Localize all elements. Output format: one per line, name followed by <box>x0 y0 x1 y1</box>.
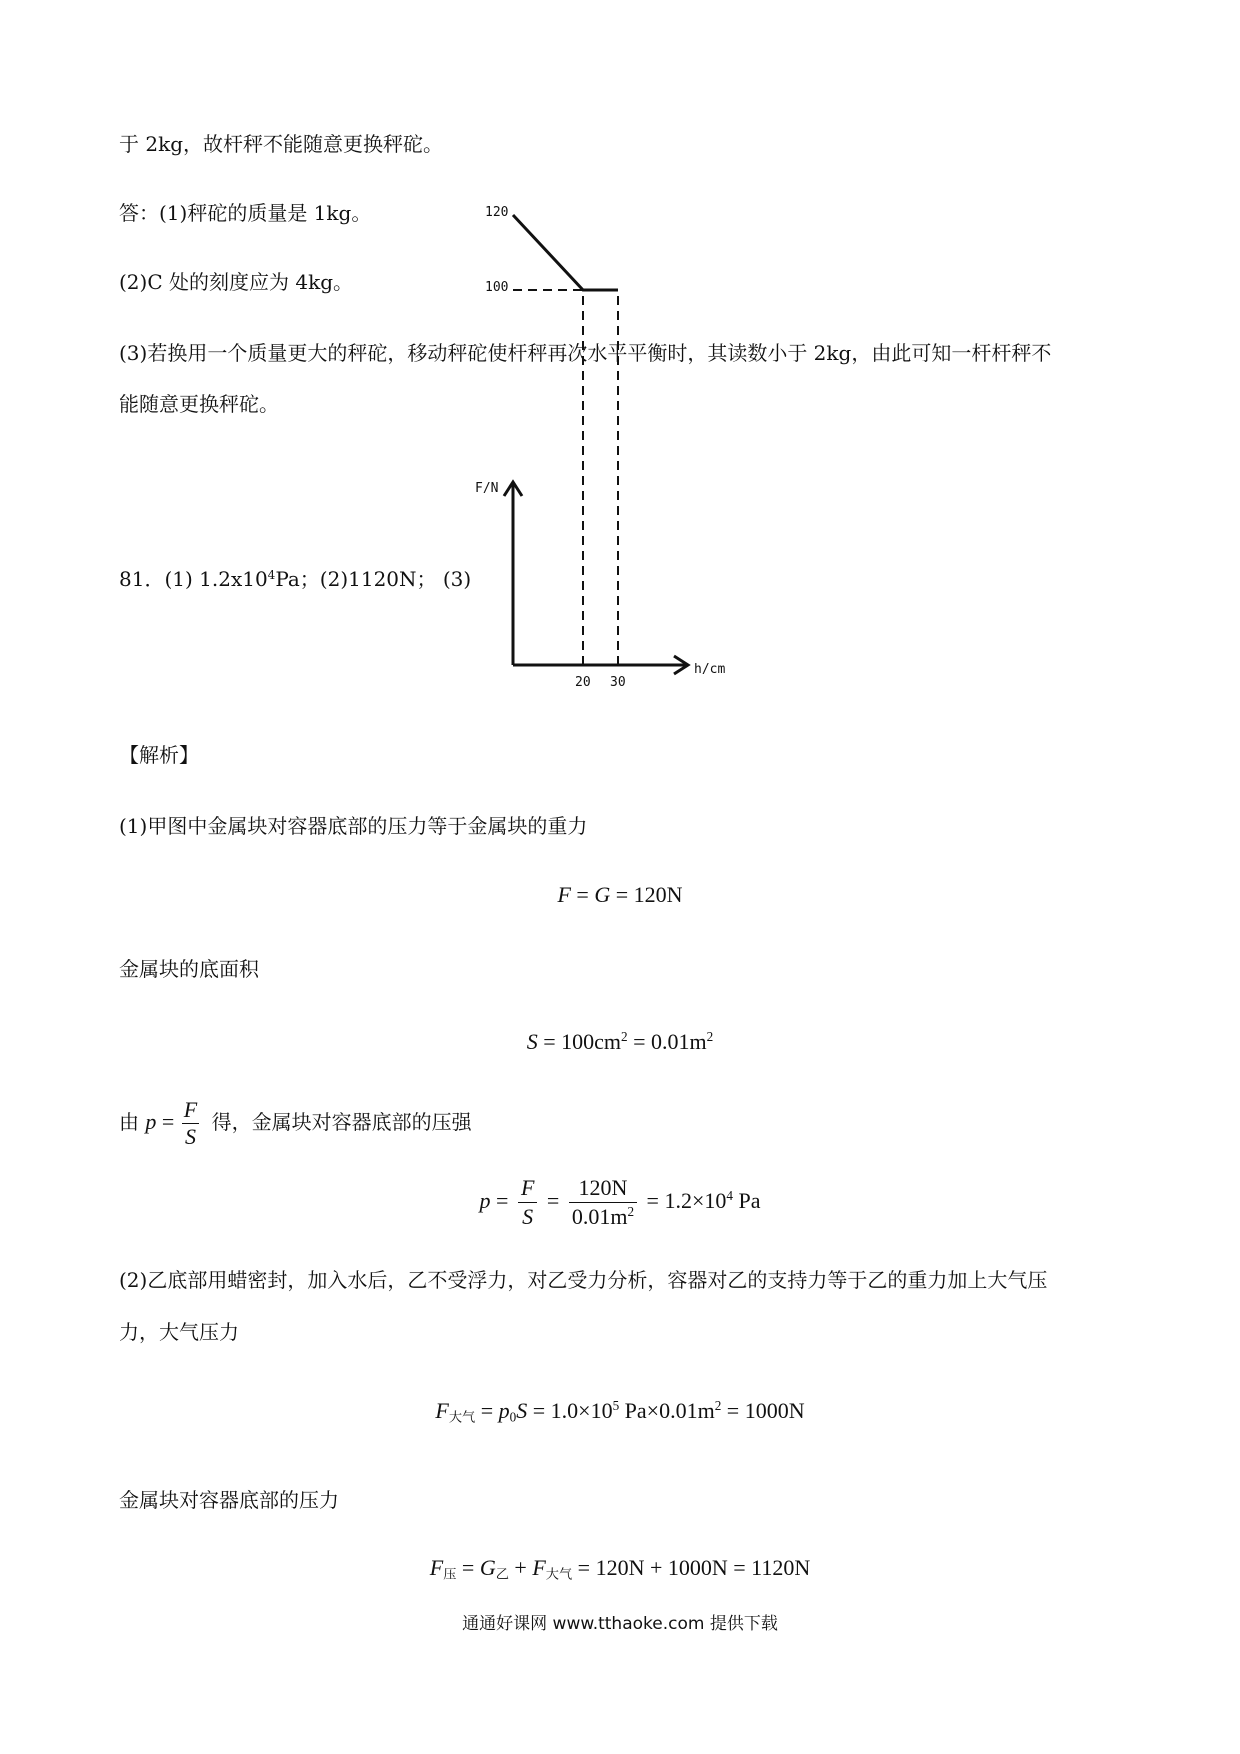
answer-line-2: (2)C 处的刻度应为 4kg。 <box>119 270 353 294</box>
analysis-para-3: 由 p = $\frac{F}{S}$ 得，金属块对容器底部的压强 <box>119 1097 472 1149</box>
answer-line-3-cont: 能随意更换秤砣。 <box>119 392 279 416</box>
text-line-1: 于 2kg，故杆秤不能随意更换秤砣。 <box>119 132 444 156</box>
equation-atmospheric-force: $F_{大气} = p_0S = 1.0\times 10^5$ $Pa\times 0.01m^2 = 1000N$ <box>435 1398 805 1425</box>
equation-force: F = G = 120N <box>557 882 683 907</box>
chart-axes <box>504 482 688 674</box>
analysis-para-2: 金属块的底面积 <box>119 957 259 981</box>
analysis-para-1: (1)甲图中金属块对容器底部的压力等于金属块的重力 <box>119 814 588 838</box>
q81-part-a: 81．(1) 1.2x10 <box>119 567 268 591</box>
equation-total-force: $F_压 = G_乙 + F_{大气} = 120N + 1000N = 1120N$ <box>429 1555 811 1582</box>
equation-pressure: p = $\frac{F}{S}$ = $\frac{120N}{0.01m^2}$ = $1.2\times 10^4$ Pa <box>479 1175 761 1230</box>
y-axis-label: F/N <box>475 481 499 496</box>
equation-area: $S = 100cm^2 = 0.01m^2$ <box>526 1029 714 1054</box>
y-tick-100: 100 <box>485 280 509 295</box>
y-tick-120: 120 <box>485 205 509 220</box>
x-axis-label: h/cm <box>694 662 726 677</box>
force-depth-chart <box>470 205 740 690</box>
series-line-0 <box>513 215 618 290</box>
answer-line-1: 答：(1)秤砣的质量是 1kg。 <box>119 201 372 225</box>
analysis-para-5: 金属块对容器底部的压力 <box>119 1488 339 1512</box>
x-tick-30: 30 <box>610 675 626 690</box>
question-81-answer <box>119 565 471 593</box>
inline-fraction: $\frac{F}{S}$ <box>183 1097 198 1149</box>
answer-line-3: (3)若换用一个质量更大的秤砣，移动秤砣使杆秤再次水平平衡时，其读数小于 2kg，由此可知一杆杆秤不 <box>119 341 1052 365</box>
footer-credit: 通通好课网 www.tthaoke.com 提供下载 <box>462 1614 778 1634</box>
analysis-heading: 【解析】 <box>119 743 199 767</box>
x-tick-20: 20 <box>575 675 591 690</box>
chart-series <box>513 215 618 290</box>
analysis-para-4-cont: 力，大气压力 <box>119 1320 239 1344</box>
analysis-para-4: (2)乙底部用蜡密封，加入水后，乙不受浮力，对乙受力分析，容器对乙的支持力等于乙的重力加上大气压 <box>119 1268 1048 1292</box>
q81-superscript: 4 <box>267 567 276 582</box>
q81-part-b: Pa；(2)1120N； (3) <box>275 567 472 591</box>
